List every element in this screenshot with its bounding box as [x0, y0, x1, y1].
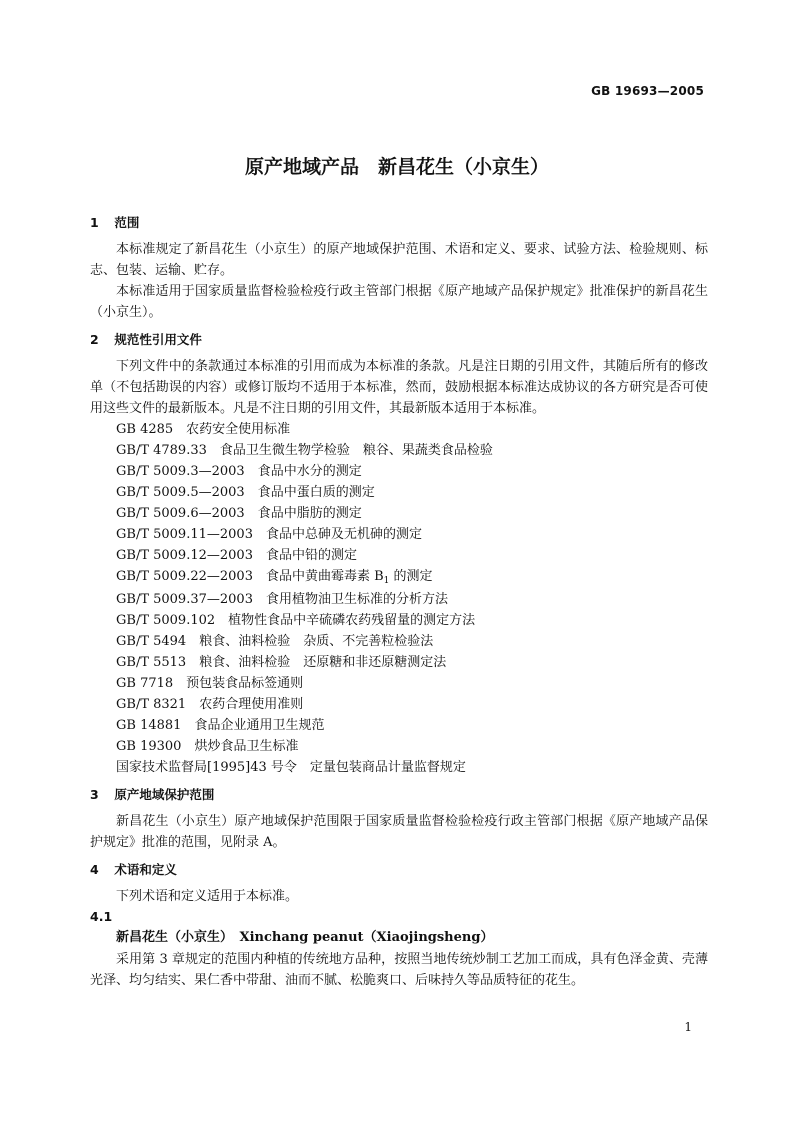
term-entry	[90, 927, 708, 949]
reference-item	[116, 610, 708, 631]
reference-code: GB/T 5009.3—2003	[116, 464, 245, 479]
paragraph: 新昌花生（小京生）原产地域保护范围限于国家质量监督检验检疫行政主管部门根据《原产地域产品保护规定》批准的范围，见附录 A。	[90, 814, 708, 850]
reference-title: 烘炒食品卫生标准	[194, 739, 299, 754]
reference-code: GB/T 8321	[116, 697, 187, 712]
reference-item	[116, 440, 708, 461]
reference-title: 食品中水分的测定	[257, 464, 362, 479]
reference-list	[90, 419, 708, 778]
reference-item	[116, 757, 708, 778]
reference-title: 食品中蛋白质的测定	[257, 485, 375, 500]
reference-item	[116, 503, 708, 524]
document-title: 原产地域产品 新昌花生（小京生）	[244, 156, 549, 178]
section-number: 1	[90, 215, 99, 230]
section-title: 术语和定义	[114, 862, 177, 877]
reference-item	[116, 545, 708, 566]
reference-item	[116, 715, 708, 736]
reference-title-suffix: 的测定	[389, 569, 433, 584]
reference-item	[116, 652, 708, 673]
reference-code: GB/T 5009.37—2003	[116, 592, 253, 607]
reference-code: GB/T 5513	[116, 655, 187, 670]
reference-code: GB 14881	[116, 718, 182, 733]
section-heading-scope	[90, 212, 708, 233]
section-number: 3	[90, 787, 99, 802]
reference-code: GB/T 5009.102	[116, 613, 216, 628]
reference-title: 食品中铅的测定	[265, 548, 357, 563]
paragraph: 下列文件中的条款通过本标准的引用而成为本标准的条款。凡是注日期的引用文件，其随后所有的修改单（不包括勘误的内容）或修订版均不适用于本标准，然而，鼓励根据本标准达成协议的各方研究是否可使用这些文件的最新版本。凡是不注日期的引用文件，其最新版本适用于本标准。	[90, 359, 708, 416]
reference-title: 粮食、油料检验 杂质、不完善粒检验法	[199, 634, 434, 649]
reference-item	[116, 419, 708, 440]
reference-code: GB 4285	[116, 422, 174, 437]
reference-code: GB 7718	[116, 676, 174, 691]
paragraph: 本标准规定了新昌花生（小京生）的原产地域保护范围、术语和定义、要求、试验方法、检验规则、标志、包装、运输、贮存。	[90, 242, 708, 278]
reference-code: GB/T 5009.22—2003	[116, 569, 253, 584]
reference-code: GB/T 5009.12—2003	[116, 548, 253, 563]
reference-code: GB/T 5009.6—2003	[116, 506, 245, 521]
paragraph: 下列术语和定义适用于本标准。	[116, 889, 299, 904]
reference-item	[116, 524, 708, 545]
subscript: 1	[383, 576, 390, 586]
reference-code: GB/T 5009.5—2003	[116, 485, 245, 500]
reference-code: GB/T 5009.11—2003	[116, 527, 253, 542]
reference-item	[116, 736, 708, 757]
reference-item	[116, 482, 708, 503]
reference-code: GB/T 5494	[116, 634, 187, 649]
document-body	[90, 212, 708, 991]
paragraph: 本标准适用于国家质量监督检验检疫行政主管部门根据《原产地域产品保护规定》批准保护的新昌花生（小京生）。	[90, 284, 708, 320]
reference-title: 食品中黄曲霉毒素 B	[265, 569, 384, 584]
section-heading-terms-definitions	[90, 859, 708, 880]
reference-title: 食品中总砷及无机砷的测定	[265, 527, 422, 542]
reference-title: 预包装食品标签通则	[186, 676, 304, 691]
section-heading-protection-area	[90, 784, 708, 805]
reference-code: GB/T 4789.33	[116, 443, 207, 458]
reference-item	[116, 461, 708, 482]
reference-item	[116, 673, 708, 694]
reference-title: 食品中脂肪的测定	[257, 506, 362, 521]
reference-item	[116, 631, 708, 652]
reference-code: GB 19300	[116, 739, 182, 754]
reference-title: 食品企业通用卫生规范	[194, 718, 325, 733]
reference-title: 定量包装商品计量监督规定	[309, 760, 466, 775]
reference-title: 食用植物油卫生标准的分析方法	[265, 592, 448, 607]
section-title: 规范性引用文件	[114, 332, 202, 347]
section-title: 范围	[114, 215, 140, 230]
term-number: 4.1	[90, 909, 113, 924]
section-number: 2	[90, 332, 99, 347]
reference-title: 食品卫生微生物学检验 粮谷、果蔬类食品检验	[219, 443, 493, 458]
term-definition: 采用第 3 章规定的范围内种植的传统地方品种，按照当地传统炒制工艺加工而成，具有色泽金黄、壳薄光泽、均匀结实、果仁香中带甜、油而不腻、松脆爽口、后味持久等品质特征的花生。	[90, 952, 708, 988]
standard-number: GB 19693—2005	[591, 84, 704, 98]
section-title: 原产地域保护范围	[114, 787, 215, 802]
reference-title: 植物性食品中辛硫磷农药残留量的测定方法	[228, 613, 476, 628]
section-heading-normative-references	[90, 329, 708, 350]
reference-code: 国家技术监督局[1995]43 号令	[116, 760, 297, 775]
reference-item	[116, 589, 708, 610]
reference-title: 农药安全使用标准	[186, 422, 291, 437]
term-chinese: 新昌花生（小京生）	[116, 930, 227, 945]
page-number: 1	[684, 1020, 692, 1034]
term-english: Xinchang peanut（Xiaojingsheng）	[239, 930, 494, 945]
reference-item	[116, 566, 708, 589]
reference-title: 农药合理使用准则	[199, 697, 304, 712]
reference-title: 粮食、油料检验 还原糖和非还原糖测定法	[199, 655, 447, 670]
reference-item	[116, 694, 708, 715]
section-number: 4	[90, 862, 99, 877]
